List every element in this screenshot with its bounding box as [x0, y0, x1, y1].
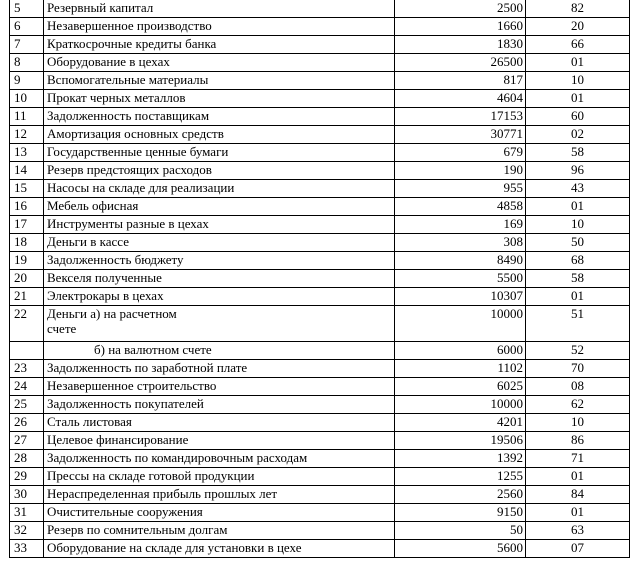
- account-cell: 62: [526, 396, 630, 414]
- table-row: [10, 378, 630, 396]
- table-row: [10, 468, 630, 486]
- item-name-cell: Очистительные сооружения: [44, 504, 395, 522]
- account-cell: 52: [526, 342, 630, 360]
- amount-cell: 955: [395, 180, 526, 198]
- table-row: [10, 198, 630, 216]
- row-number-cell: 28: [10, 450, 44, 468]
- amount-cell: 1660: [395, 18, 526, 36]
- amount-cell: 190: [395, 162, 526, 180]
- row-number-cell: 27: [10, 432, 44, 450]
- amount-cell: 1255: [395, 468, 526, 486]
- item-name-cell: б) на валютном счете: [44, 342, 395, 360]
- row-number-cell: 13: [10, 144, 44, 162]
- row-number-cell: 15: [10, 180, 44, 198]
- table-row: [10, 342, 630, 360]
- amount-cell: 10000: [395, 396, 526, 414]
- item-name-cell: Насосы на складе для реализации: [44, 180, 395, 198]
- row-number-cell: 10: [10, 90, 44, 108]
- item-name-cell: Вспомогательные материалы: [44, 72, 395, 90]
- account-cell: 66: [526, 36, 630, 54]
- table-row: [10, 396, 630, 414]
- row-number-cell: 29: [10, 468, 44, 486]
- amount-cell: 4604: [395, 90, 526, 108]
- item-name-cell: Краткосрочные кредиты банка: [44, 36, 395, 54]
- amount-cell: 2500: [395, 0, 526, 18]
- amount-cell: 817: [395, 72, 526, 90]
- item-name-text: Деньги а) на расчетном счете: [47, 306, 177, 336]
- table-row: [10, 234, 630, 252]
- table-row: [10, 216, 630, 234]
- amount-cell: 6025: [395, 378, 526, 396]
- table-row: [10, 180, 630, 198]
- row-number-cell: 24: [10, 378, 44, 396]
- table-row: [10, 18, 630, 36]
- table-row: [10, 54, 630, 72]
- amount-cell: 10000: [395, 306, 526, 342]
- account-cell: 96: [526, 162, 630, 180]
- item-name-cell: Оборудование на складе для установки в цехе: [44, 540, 395, 558]
- item-name-cell: Незавершенное строительство: [44, 378, 395, 396]
- amount-cell: 5500: [395, 270, 526, 288]
- row-number-cell: 23: [10, 360, 44, 378]
- item-name-cell: Инструменты разные в цехах: [44, 216, 395, 234]
- row-number-cell: 17: [10, 216, 44, 234]
- table-row: [10, 0, 630, 18]
- amount-cell: 1830: [395, 36, 526, 54]
- item-name-cell: Электрокары в цехах: [44, 288, 395, 306]
- row-number-cell: 25: [10, 396, 44, 414]
- item-name-cell: Задолженность по командировочным расходам: [44, 450, 395, 468]
- item-name-cell: Незавершенное производство: [44, 18, 395, 36]
- item-name-cell: Сталь листовая: [44, 414, 395, 432]
- table-row: [10, 252, 630, 270]
- row-number-cell: 7: [10, 36, 44, 54]
- item-name-cell: Прессы на складе готовой продукции: [44, 468, 395, 486]
- row-number-cell: 30: [10, 486, 44, 504]
- item-name-cell: Задолженность покупателей: [44, 396, 395, 414]
- amount-cell: 2560: [395, 486, 526, 504]
- account-cell: 07: [526, 540, 630, 558]
- table-row: [10, 126, 630, 144]
- table-row: [10, 162, 630, 180]
- account-cell: 01: [526, 504, 630, 522]
- amount-cell: 5600: [395, 540, 526, 558]
- account-cell: 10: [526, 216, 630, 234]
- account-cell: 68: [526, 252, 630, 270]
- account-cell: 01: [526, 198, 630, 216]
- account-cell: 51: [526, 306, 630, 342]
- item-name-cell: Задолженность поставщикам: [44, 108, 395, 126]
- account-cell: 84: [526, 486, 630, 504]
- account-cell: 60: [526, 108, 630, 126]
- table-row: [10, 486, 630, 504]
- account-cell: 43: [526, 180, 630, 198]
- item-name-cell: Целевое финансирование: [44, 432, 395, 450]
- account-cell: 63: [526, 522, 630, 540]
- row-number-cell: 6: [10, 18, 44, 36]
- table-row: [10, 108, 630, 126]
- item-name-cell: Деньги в кассе: [44, 234, 395, 252]
- table-row: [10, 72, 630, 90]
- item-name-cell: Нераспределенная прибыль прошлых лет: [44, 486, 395, 504]
- amount-cell: 50: [395, 522, 526, 540]
- amount-cell: 26500: [395, 54, 526, 72]
- table-row: [10, 432, 630, 450]
- account-cell: 71: [526, 450, 630, 468]
- item-name-cell: Резервный капитал: [44, 0, 395, 18]
- amount-cell: 9150: [395, 504, 526, 522]
- amount-cell: 6000: [395, 342, 526, 360]
- account-cell: 58: [526, 270, 630, 288]
- row-number-cell: 8: [10, 54, 44, 72]
- amount-cell: 19506: [395, 432, 526, 450]
- table-row: [10, 90, 630, 108]
- table-row: [10, 306, 630, 342]
- item-name-cell: Векселя полученные: [44, 270, 395, 288]
- item-name-cell: Мебель офисная: [44, 198, 395, 216]
- item-name-cell: [44, 306, 395, 342]
- document-sheet: [9, 0, 629, 558]
- table-row: [10, 360, 630, 378]
- item-name-cell: Задолженность по заработной плате: [44, 360, 395, 378]
- account-cell: 01: [526, 468, 630, 486]
- account-cell: 10: [526, 72, 630, 90]
- account-cell: 01: [526, 90, 630, 108]
- row-number-cell: 5: [10, 0, 44, 18]
- row-number-cell: 32: [10, 522, 44, 540]
- amount-cell: 679: [395, 144, 526, 162]
- amount-cell: 30771: [395, 126, 526, 144]
- row-number-cell: 20: [10, 270, 44, 288]
- account-cell: 20: [526, 18, 630, 36]
- account-cell: 82: [526, 0, 630, 18]
- row-number-cell: 14: [10, 162, 44, 180]
- row-number-cell: 16: [10, 198, 44, 216]
- table-row: [10, 144, 630, 162]
- account-cell: 70: [526, 360, 630, 378]
- table-body: [10, 0, 630, 558]
- account-cell: 01: [526, 54, 630, 72]
- table-row: [10, 288, 630, 306]
- amount-cell: 8490: [395, 252, 526, 270]
- amount-cell: 308: [395, 234, 526, 252]
- table-row: [10, 414, 630, 432]
- row-number-cell: 11: [10, 108, 44, 126]
- amount-cell: 4201: [395, 414, 526, 432]
- account-cell: 86: [526, 432, 630, 450]
- item-name-cell: Государственные ценные бумаги: [44, 144, 395, 162]
- table-row: [10, 450, 630, 468]
- item-name-cell: Амортизация основных средств: [44, 126, 395, 144]
- row-number-cell: 26: [10, 414, 44, 432]
- row-number-cell: 9: [10, 72, 44, 90]
- amount-cell: 17153: [395, 108, 526, 126]
- amount-cell: 10307: [395, 288, 526, 306]
- table-row: [10, 522, 630, 540]
- row-number-cell: 21: [10, 288, 44, 306]
- table-row: [10, 36, 630, 54]
- item-name-cell: Оборудование в цехах: [44, 54, 395, 72]
- account-cell: 01: [526, 288, 630, 306]
- account-cell: 58: [526, 144, 630, 162]
- row-number-cell: 19: [10, 252, 44, 270]
- amount-cell: 1392: [395, 450, 526, 468]
- table-row: [10, 504, 630, 522]
- item-name-cell: Резерв предстоящих расходов: [44, 162, 395, 180]
- account-cell: 08: [526, 378, 630, 396]
- account-cell: 50: [526, 234, 630, 252]
- table-row: [10, 540, 630, 558]
- item-name-cell: Задолженность бюджету: [44, 252, 395, 270]
- table-row: [10, 270, 630, 288]
- row-number-cell: 22: [10, 306, 44, 342]
- item-name-cell: Резерв по сомнительным долгам: [44, 522, 395, 540]
- row-number-cell: 12: [10, 126, 44, 144]
- account-cell: 02: [526, 126, 630, 144]
- balance-items-table: [9, 0, 630, 558]
- account-cell: 10: [526, 414, 630, 432]
- amount-cell: 4858: [395, 198, 526, 216]
- item-name-cell: Прокат черных металлов: [44, 90, 395, 108]
- row-number-cell: 18: [10, 234, 44, 252]
- row-number-cell: [10, 342, 44, 360]
- row-number-cell: 31: [10, 504, 44, 522]
- amount-cell: 169: [395, 216, 526, 234]
- row-number-cell: 33: [10, 540, 44, 558]
- amount-cell: 1102: [395, 360, 526, 378]
